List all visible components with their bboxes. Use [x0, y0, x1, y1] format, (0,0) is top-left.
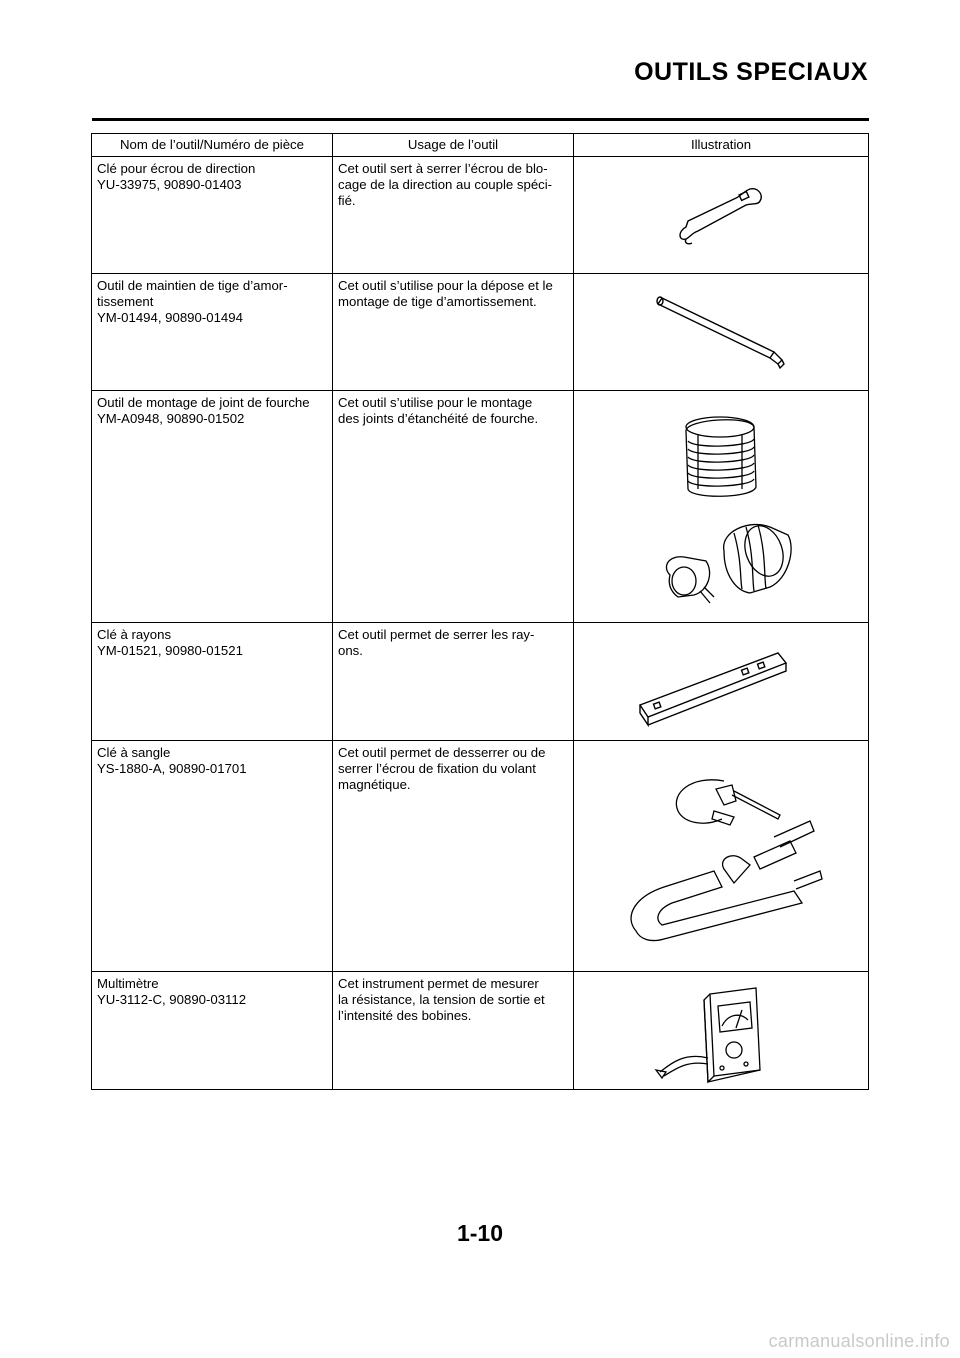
tool-part-number: YU-3112-C, 90890-03112 — [97, 992, 247, 1007]
tool-name-line: Clé à rayons — [97, 627, 172, 642]
tool-name-cell — [92, 741, 333, 972]
steering-nut-wrench-illustration — [574, 157, 870, 273]
tool-name-line: Outil de montage de joint de fourche — [97, 395, 310, 410]
tool-usage-cell — [333, 741, 574, 972]
tool-usage-line: cage de la direction au couple spéci- — [338, 177, 553, 192]
tool-name-cell — [92, 391, 333, 623]
tool-illustration-cell — [574, 741, 869, 972]
tool-usage-cell — [333, 391, 574, 623]
fork-seal-driver-illustration — [574, 391, 870, 622]
tool-part-number: YU-33975, 90890-01403 — [97, 177, 242, 192]
tool-usage-line: Cet outil s’utilise pour le montage — [338, 395, 533, 410]
tool-part-number: YM-01521, 90980-01521 — [97, 643, 243, 658]
tool-name-cell — [92, 972, 333, 1090]
tool-usage-line: Cet outil permet de desserrer ou de — [338, 745, 546, 760]
table-row — [92, 741, 869, 972]
table-row — [92, 972, 869, 1090]
tool-usage-cell — [333, 157, 574, 274]
tool-name-line: Clé pour écrou de direction — [97, 161, 256, 176]
tool-part-number: YM-A0948, 90890-01502 — [97, 411, 245, 426]
damper-rod-holder-illustration — [574, 274, 870, 390]
special-tools-table — [91, 133, 869, 1090]
tool-name-cell — [92, 157, 333, 274]
tool-illustration-cell — [574, 157, 869, 274]
table-row — [92, 623, 869, 741]
tool-usage-line: Cet instrument permet de mesurer — [338, 976, 539, 991]
tool-usage-line: Cet outil s’utilise pour la dépose et le — [338, 278, 553, 293]
tool-usage-line: fié. — [338, 193, 356, 208]
table-row — [92, 391, 869, 623]
tool-usage-line: l’intensité des bobines. — [338, 1008, 472, 1023]
tool-usage-line: des joints d’étanchéité de fourche. — [338, 411, 539, 426]
tool-name-cell — [92, 274, 333, 391]
tool-name-cell — [92, 623, 333, 741]
tool-usage-line: magnétique. — [338, 777, 411, 792]
column-header-usage: Usage de l’outil — [333, 134, 574, 157]
table-row — [92, 274, 869, 391]
tool-name-line: Multimètre — [97, 976, 159, 991]
column-header-name: Nom de l’outil/Numéro de pièce — [92, 134, 333, 157]
table-row — [92, 157, 869, 274]
tool-name-line: Outil de maintien de tige d’amor- — [97, 278, 288, 293]
table-header-row — [92, 134, 869, 157]
tool-usage-line: la résistance, la tension de sortie et — [338, 992, 545, 1007]
tool-illustration-cell — [574, 972, 869, 1090]
column-header-illustration: Illustration — [574, 134, 869, 157]
tool-usage-line: ons. — [338, 643, 363, 658]
tool-usage-line: serrer l’écrou de fixation du volant — [338, 761, 536, 776]
tool-usage-line: Cet outil sert à serrer l’écrou de blo- — [338, 161, 548, 176]
tool-part-number: YS-1880-A, 90890-01701 — [97, 761, 247, 776]
tool-usage-cell — [333, 274, 574, 391]
multimeter-illustration — [574, 972, 870, 1089]
page-number: 1-10 — [456, 1220, 504, 1246]
spoke-wrench-illustration — [574, 623, 870, 740]
tool-illustration-cell — [574, 391, 869, 623]
page-title: OUTILS SPECIAUX — [634, 58, 868, 86]
title-rule — [92, 118, 869, 121]
tool-illustration-cell — [574, 623, 869, 741]
tool-usage-line: montage de tige d’amortissement. — [338, 294, 537, 309]
tool-usage-line: Cet outil permet de serrer les ray- — [338, 627, 535, 642]
tool-name-line: Clé à sangle — [97, 745, 171, 760]
tool-illustration-cell — [574, 274, 869, 391]
site-watermark: carmanualsonline.info — [768, 1331, 950, 1351]
tool-usage-cell — [333, 972, 574, 1090]
tool-name-line: tissement — [97, 294, 154, 309]
strap-wrench-illustration — [574, 741, 870, 971]
tool-part-number: YM-01494, 90890-01494 — [97, 310, 243, 325]
tool-usage-cell — [333, 623, 574, 741]
